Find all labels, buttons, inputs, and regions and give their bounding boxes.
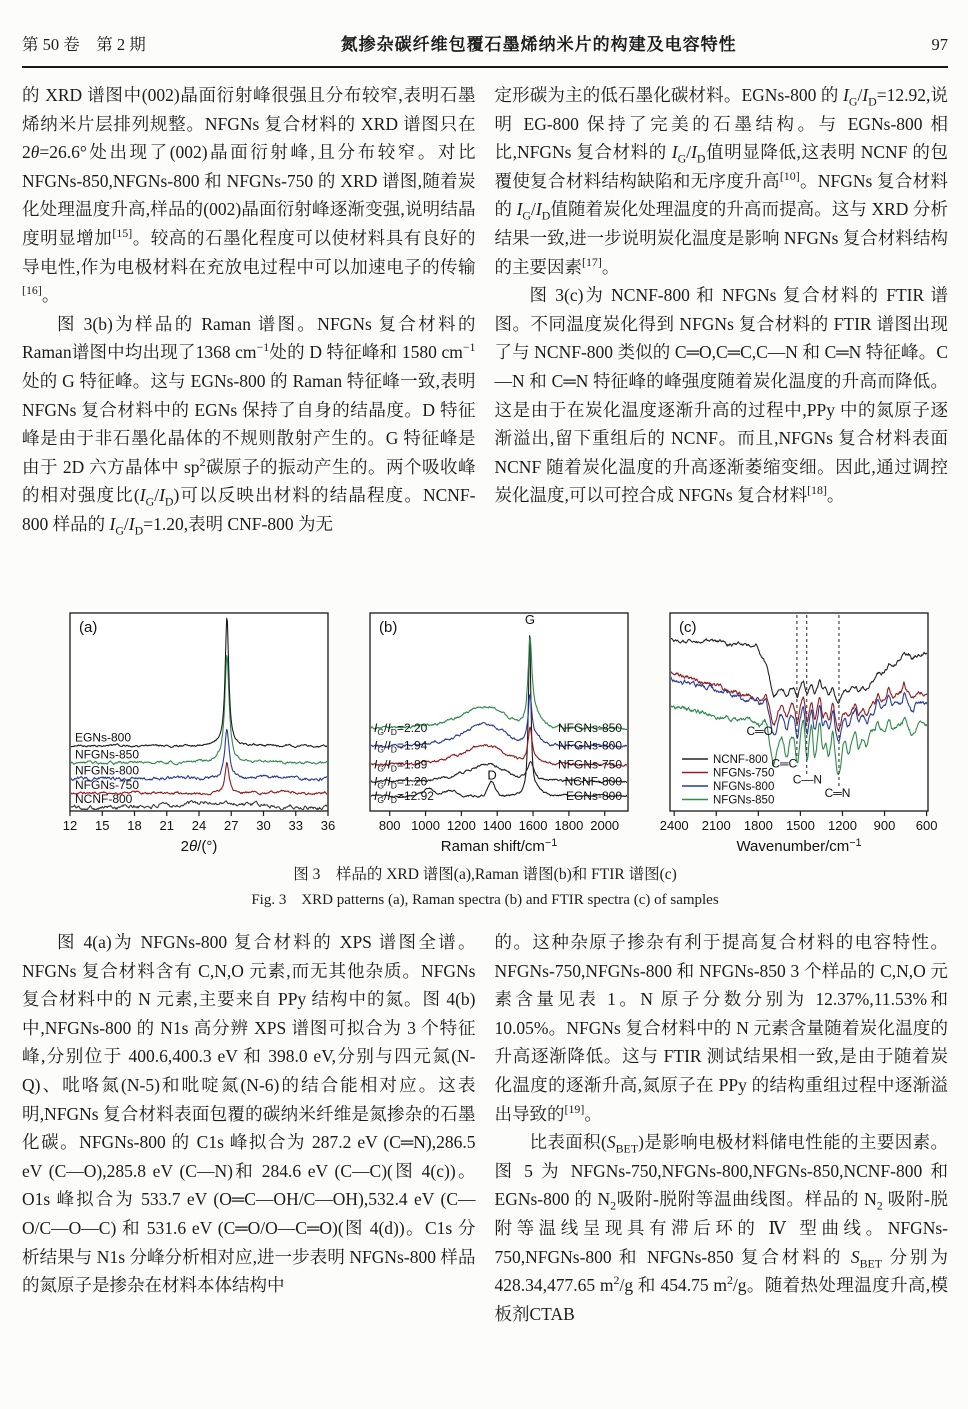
ig-id-ratio-label: $I_G/I_D=1.94$ xyxy=(374,738,428,755)
figure-caption-en: Fig. 3 XRD patterns (a), Raman spectra (b) and FTIR spectra (c) of samples xyxy=(251,892,719,908)
raman-chart xyxy=(354,607,638,857)
x-tick-label: 1000 xyxy=(411,818,441,833)
x-tick-label: 800 xyxy=(378,818,401,833)
x-tick-label: 30 xyxy=(256,818,271,833)
x-tick-label: 24 xyxy=(191,818,207,833)
legend-label: NFGNs-850 xyxy=(713,794,775,807)
x-tick-label: 18 xyxy=(127,818,142,833)
top-text-section xyxy=(22,81,948,597)
series-label: NFGNs-750 xyxy=(75,778,140,793)
x-tick-label: 2000 xyxy=(590,818,620,833)
page-body xyxy=(22,81,948,1328)
paragraph: 比表面积$(S_{BET})$是影响电极材料储电性能的主要因素。图 5 为 NFGNs-750,NFGNs-800,NFGNs-850,NCNF-800 和 EGNs-800 的 $N_2$吸附-脱附等温曲线图。样品的 $N_2$ 吸附-脱附等温线呈现具有滞后环的 Ⅳ 型曲线。NFGNs-750,NFGNs-800 和 NFGNs-850 复合材料的 $S_{BET}$ 分别为 428.34,477.65 $m^2/g$ 和 454.75 $m^2/g$。随着热处理温度升高,模板剂CTAB xyxy=(494,1132,948,1324)
series-label: NFGNs-850 xyxy=(557,720,622,735)
series-label: NFGNs-850 xyxy=(75,747,140,762)
series-label: NFGNs-750 xyxy=(557,757,622,772)
bond-annotation: C═O xyxy=(746,723,773,738)
page-number: 97 xyxy=(931,35,948,54)
bond-annotation: C═N xyxy=(824,786,851,801)
right-column-top xyxy=(495,81,949,597)
panel-label: (b) xyxy=(379,619,398,636)
x-tick-label: 1200 xyxy=(446,818,476,833)
ig-id-ratio-label: $I_G/I_D=1.20$ xyxy=(374,774,428,791)
left-column-bottom xyxy=(22,928,476,1328)
x-tick-label: 1200 xyxy=(828,818,857,833)
ig-id-ratio-label: $I_G/I_D=12.92$ xyxy=(374,789,434,806)
ig-id-ratio-label: $I_G/I_D=1.89$ xyxy=(374,757,428,774)
series-label: EGNs-800 xyxy=(75,730,132,745)
x-tick-label: 1400 xyxy=(482,818,512,833)
x-tick-label: 2400 xyxy=(659,818,689,833)
figure-3-charts xyxy=(54,607,948,857)
paragraph: 的。这种杂原子掺杂有利于提高复合材料的电容特性。NFGNs-750,NFGNs-800 和 NFGNs-850 3 个样品的 C,N,O 元素含量见表 1。N 原子分数分别为 12.37%,11.53%和 10.05%。NFGNs 复合材料中的 N 元素含量随着炭化温度的升高逐渐降低。这与 FTIR 测试结果相一致,是由于随着炭化温度的逐渐升高,氮原子在 PPy 的结构重组过程中逐渐溢出导致的[19]。 xyxy=(494,932,948,1124)
xrd-chart xyxy=(54,607,338,857)
figure-caption-zh: 图 3 样品的 XRD 谱图(a),Raman 谱图(b)和 FTIR 谱图(c) xyxy=(293,866,677,883)
left-column-top xyxy=(22,81,476,597)
band-label: D xyxy=(487,767,497,783)
x-tick-label: 12 xyxy=(62,818,78,833)
bond-annotation: C—N xyxy=(792,772,823,787)
figure-3-caption xyxy=(22,863,948,914)
right-column-bottom xyxy=(495,928,949,1328)
series-label: NFGNs-800 xyxy=(75,763,140,778)
paragraph: 定形碳为主的低石墨化碳材料。EGNs-800 的 $I_G/I_D=12.92$,说明 EG-800 保持了完美的石墨结构。与 EGNs-800 相比,NFGNs 复合材料的 $I_G/I_D$值明显降低,这表明 NCNF 的包覆使复合材料结构缺陷和无序度升高[10]。NFGNs 复合材料的 $I_G/I_D$值随着炭化处理温度的升高而提高。这与 XRD 分析结果一致,进一步说明炭化温度是影响 NFGNs 复合材料结构的主要因素[17]。 xyxy=(494,85,948,277)
x-tick-label: 1500 xyxy=(785,818,815,833)
page-header xyxy=(22,30,948,68)
x-tick-label: 21 xyxy=(159,818,174,833)
legend-label: NFGNs-750 xyxy=(713,767,775,780)
x-tick-label: 36 xyxy=(320,818,336,833)
panel-label: (a) xyxy=(79,619,98,636)
raman-plot-svg xyxy=(354,607,638,857)
panel-label: (c) xyxy=(679,619,697,636)
x-tick-label: 600 xyxy=(915,818,938,833)
paragraph: 的 XRD 谱图中(002)晶面衍射峰很强且分布较窄,表明石墨烯纳米片层排列规整。NFGNs 复合材料的 XRD 谱图只在 2θ=26.6°处出现了(002)晶面衍射峰,且分布较窄。对比 NFGNs-850,NFGNs-800 和 NFGNs-750 的 XRD 谱图,随着炭化处理温度升高,样品的(002)晶面衍射峰逐渐变强,说明结晶度明显增加[15]。较高的石墨化程度可以使材料具有良好的导电性,作为电极材料在充放电过程中可以加速电子的传输[16]。 xyxy=(22,85,476,306)
figure-3 xyxy=(22,607,948,914)
series-label: NFGNs-800 xyxy=(557,738,622,753)
x-axis-title: Wavenumber/$cm^{-1}$ xyxy=(736,837,862,855)
bond-annotation: C═C xyxy=(771,756,798,771)
x-tick-label: 900 xyxy=(873,818,896,833)
paragraph: 图 3(c)为 NCNF-800 和 NFGNs 复合材料的 FTIR 谱图。不同温度炭化得到 NFGNs 复合材料的 FTIR 谱图出现了与 NCNF-800 类似的 C═O,C═C,C—N 和 C═N 特征峰。C—N 和 C═N 特征峰的峰强度随着炭化温度的升高而降低。这是由于在炭化温度逐渐升高的过程中,PPy 中的氮原子逐渐溢出,留下重组后的 NCNF。而且,NFGNs 复合材料表面 NCNF 随着炭化温度的升高逐渐萎缩变细。因此,通过调控炭化温度,可以可控合成 NFGNs 复合材料[18]。 xyxy=(494,285,948,506)
series-label: NCNF-800 xyxy=(75,792,133,807)
x-tick-label: 15 xyxy=(95,818,110,833)
paragraph: 图 4(a)为 NFGNs-800 复合材料的 XPS 谱图全谱。NFGNs 复合材料含有 C,N,O 元素,而无其他杂质。NFGNs 复合材料中的 N 元素,主要来自 PPy 结构中的氮。图 4(b)中,NFGNs-800 的 N1s 高分辨 XPS 谱图可拟合为 3 个特征峰,分别位于 400.6,400.3 eV 和 398.0 eV,分别与四元氮(N-Q)、吡咯氮(N-5)和吡啶氮(N-6)的结合能相对应。这表明,NFGNs 复合材料表面包覆的碳纳米纤维是氮掺杂的石墨化碳。NFGNs-800 的 C1s 峰拟合为 287.2 eV (C═N),286.5 eV (C—O),285.8 eV (C—N)和 284.6 eV (C—C)(图 4(c))。O1s 峰拟合为 533.7 eV (O═C—OH/C—OH),532.4 eV (C—O/C—O—C) 和 531.6 eV (C═O/O—C═O)(图 4(d))。C1s 分析结果与 N1s 分峰分析相对应,进一步表明 NFGNs-800 样品的氮原子是掺杂在材料本体结构中 xyxy=(22,932,476,1296)
legend-label: NCNF-800 xyxy=(713,754,768,766)
series-label: NCNF-800 xyxy=(564,774,622,789)
volume-issue: 第 50 卷 第 2 期 xyxy=(22,35,146,54)
x-axis-title: Raman shift/$cm^{-1}$ xyxy=(440,837,558,855)
running-title: 氮掺杂碳纤维包覆石墨烯纳米片的构建及电容特性 xyxy=(340,35,737,54)
bottom-text-section xyxy=(22,928,948,1328)
x-tick-label: 1600 xyxy=(518,818,548,833)
ftir-plot-svg xyxy=(654,607,938,857)
band-label: G xyxy=(524,611,536,627)
x-tick-label: 1800 xyxy=(743,818,773,833)
legend-label: NFGNs-800 xyxy=(713,781,775,793)
x-tick-label: 2100 xyxy=(701,818,731,833)
x-tick-label: 27 xyxy=(224,818,239,833)
x-tick-label: 1800 xyxy=(554,818,584,833)
ftir-chart xyxy=(654,607,938,857)
ig-id-ratio-label: $I_G/I_D=2.20$ xyxy=(374,720,428,737)
x-axis-title: 2θ/(°) xyxy=(180,838,218,855)
x-tick-label: 33 xyxy=(288,818,303,833)
paragraph: 图 3(b)为样品的 Raman 谱图。NFGNs 复合材料的Raman谱图中均出现了1368 $cm^{-1}$处的 D 特征峰和 1580 $cm^{-1}$ 处的 G 特征峰。这与 EGNs-800 的 Raman 特征峰一致,表明 NFGNs 复合材料中的 EGNs 保持了自身的结晶度。D 特征峰是由于非石墨化晶体的不规则散射产生的。G 特征峰是由于 2D 六方晶体中 $sp^2$碳原子的振动产生的。两个吸收峰的相对强度比$(I_G/I_D)$可以反映出材料的结晶程度。NCNF-800 样品的 $I_G/I_D=1.20$,表明 CNF-800 为无 xyxy=(22,313,476,538)
xrd-plot-svg xyxy=(54,607,338,857)
series-label: EGNs-800 xyxy=(565,789,622,804)
